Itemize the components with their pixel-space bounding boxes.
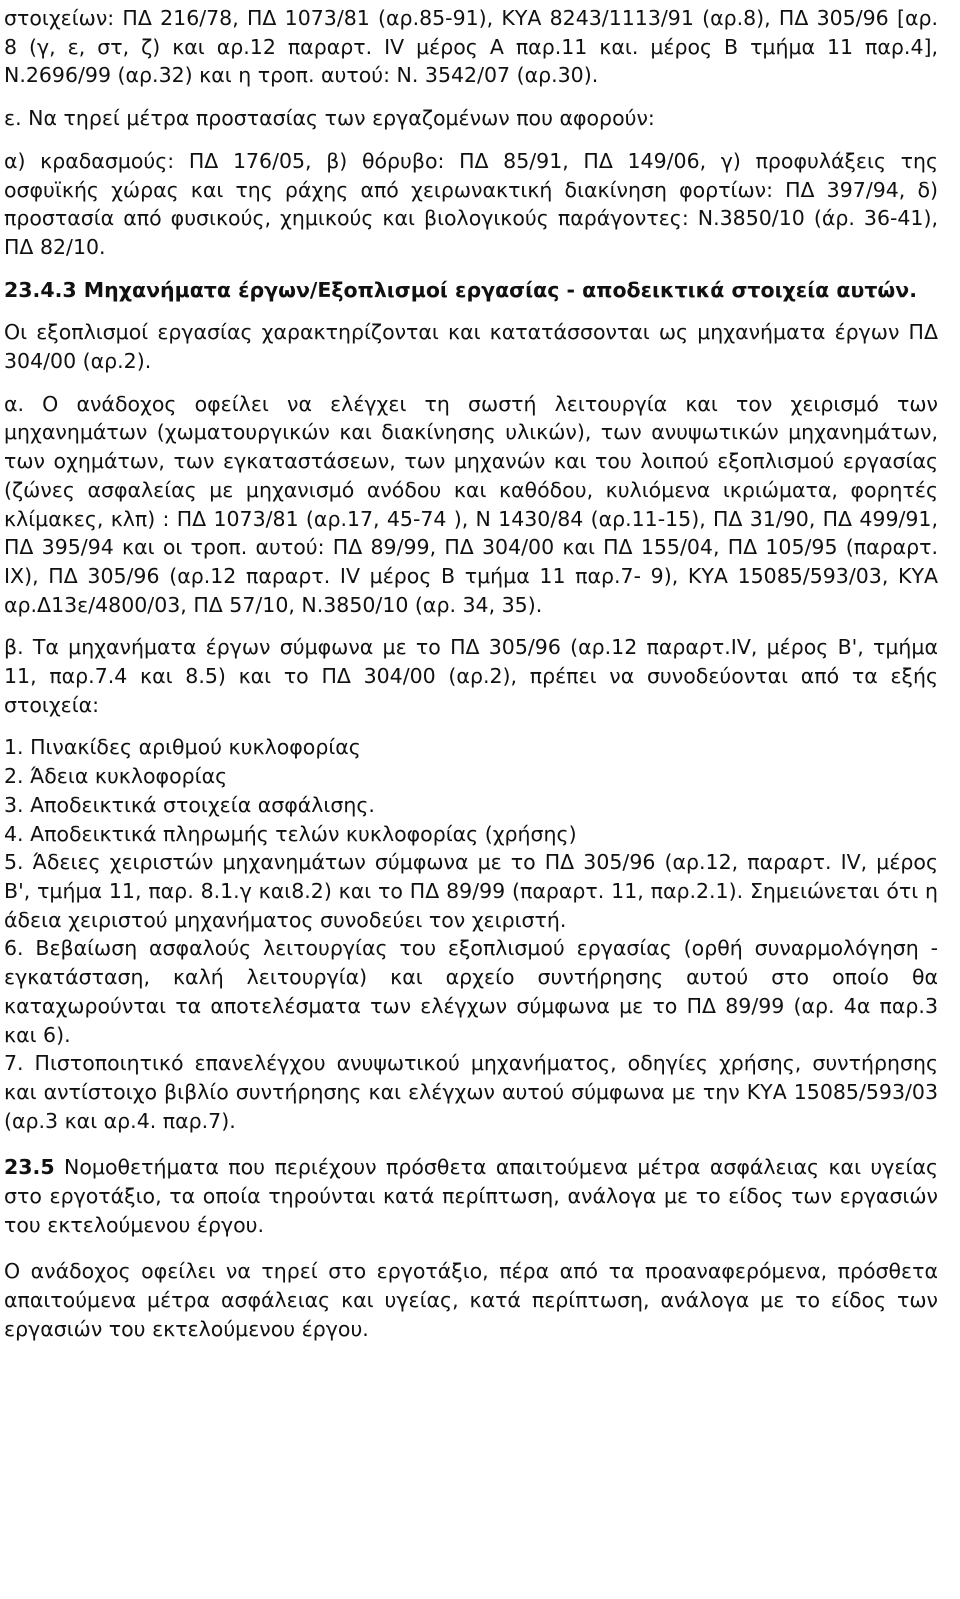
list-item: 1. Πινακίδες αριθμού κυκλοφορίας [4,735,361,760]
paragraph-item-e: ε. Να τηρεί μέτρα προστασίας των εργαζομένων που αφορούν: [4,106,655,131]
paragraph-protection-measures: α) κραδασμούς: ΠΔ 176/05, β) θόρυβο: ΠΔ 85/91, ΠΔ 149/06, γ) προφυλάξεις της οσφυϊκής χώρας και της ράχης από χειρωνακτική διακίνηση φορτίων: ΠΔ 397/94, δ) προστασία από φυσικούς, χημικούς και βιολογικούς παράγοντες: Ν.3850/10 (άρ. 36-41), ΠΔ 82/10. [4,148,938,259]
section-23-5-text: Νομοθετήματα που περιέχουν πρόσθετα απαιτούμενα μέτρα ασφάλειας και υγείας στο εργοτάξιο, τα οποία τηρούνται κατά περίπτωση, ανάλογα με το είδος των εργασιών του εκτελούμενου έργου. [4,1155,938,1237]
paragraph-item-b: β. Τα μηχανήματα έργων σύμφωνα με το ΠΔ 305/96 (αρ.12 παραρτ.IV, μέρος Β', τμήμα 11, παρ.7.4 και 8.5) και το ΠΔ 304/00 (αρ.2), πρέπει να συνοδεύονται από τα εξής στοιχεία: [4,635,938,717]
paragraph-legislation-list: στοιχείων: ΠΔ 216/78, ΠΔ 1073/81 (αρ.85-91), ΚΥΑ 8243/1113/91 (αρ.8), ΠΔ 305/96 [αρ. 8 (γ, ε, στ, ζ) και αρ.12 παραρτ. IV μέρος Α παρ.11 και. μέρος Β τμήμα 11 παρ.4], Ν.2696/99 (αρ.32) και η τροπ. αυτού: Ν. 3542/07 (αρ.30). [4,6,938,88]
document-page [4,4,938,1344]
paragraph-equipment-classification: Οι εξοπλισμοί εργασίας χαρακτηρίζονται και κατατάσσονται ως μηχανήματα έργων ΠΔ 304/00 (αρ.2). [4,320,938,374]
list-item: 2. Άδεια κυκλοφορίας [4,764,228,789]
list-item: 5. Άδειες χειριστών μηχανημάτων σύμφωνα με το ΠΔ 305/96 (αρ.12, παραρτ. IV, μέρος Β', τμήμα 11, παρ. 8.1.γ και8.2) και το ΠΔ 89/99 (παραρτ. 11, παρ.2.1). Σημειώνεται ότι η άδεια χειριστού μηχανήματος συνοδεύει τον χειριστή. [4,850,938,932]
paragraph-item-a: α. Ο ανάδοχος οφείλει να ελέγχει τη σωστή λειτουργία και τον χειρισμό των μηχανημάτων (χωματουργικών και διακίνησης υλικών), των ανυψωτικών μηχανημάτων, των οχημάτων, των εγκαταστάσεων, των μηχανών και του λοιπού εξοπλισμού εργασίας (ζώνες ασφαλείας με μηχανισμό ανόδου και καθόδου, κυλιόμενα ικριώματα, φορητές κλίμακες, κλπ) : ΠΔ 1073/81 (αρ.17, 45-74 ), Ν 1430/84 (αρ.11-15), ΠΔ 31/90, ΠΔ 499/91, ΠΔ 395/94 και οι τροπ. αυτού: ΠΔ 89/99, ΠΔ 304/00 και ΠΔ 155/04, ΠΔ 105/95 (παραρτ. ΙΧ), ΠΔ 305/96 (αρ.12 παραρτ. IV μέρος Β τμήμα 11 παρ.7- 9), ΚΥΑ 15085/593/03, ΚΥΑ αρ.Δ13ε/4800/03, ΠΔ 57/10, Ν.3850/10 (αρ. 34, 35). [4,391,938,617]
list-item: 3. Αποδεικτικά στοιχεία ασφάλισης. [4,792,375,817]
list-item: 7. Πιστοποιητικό επανελέγχου ανυψωτικού μηχανήματος, οδηγίες χρήσης, συντήρησης και αντίστοιχο βιβλίο συντήρησης και ελέγχων αυτού σύμφωνα με την ΚΥΑ 15085/593/03 (αρ.3 και αρ.4. παρ.7). [4,1051,938,1133]
paragraph-additional-measures: Ο ανάδοχος οφείλει να τηρεί στο εργοτάξιο, πέρα από τα προαναφερόμενα, πρόσθετα απαιτούμενα μέτρα ασφάλειας και υγείας, κατά περίπτωση, ανάλογα με το είδος των εργασιών του εκτελούμενου έργου. [4,1259,938,1341]
section-23-5 [4,1153,938,1239]
list-item: 4. Αποδεικτικά πληρωμής τελών κυκλοφορίας (χρήσης) [4,821,577,846]
list-item: 6. Βεβαίωση ασφαλούς λειτουργίας του εξοπλισμού εργασίας (ορθή συναρμολόγηση - εγκατάσταση, καλή λειτουργία) και αρχείο συντήρησης αυτού στο οποίο θα καταχωρούνται τα αποτελέσματα των ελέγχων σύμφωνα με το ΠΔ 89/99 (αρ. 4α παρ.3 και 6). [4,936,938,1047]
section-number-23-5: 23.5 [4,1155,55,1180]
section-heading-23-4-3: 23.4.3 Μηχανήματα έργων/Εξοπλισμοί εργασίας - αποδεικτικά στοιχεία αυτών. [4,277,917,302]
required-documents-list [4,733,938,1135]
